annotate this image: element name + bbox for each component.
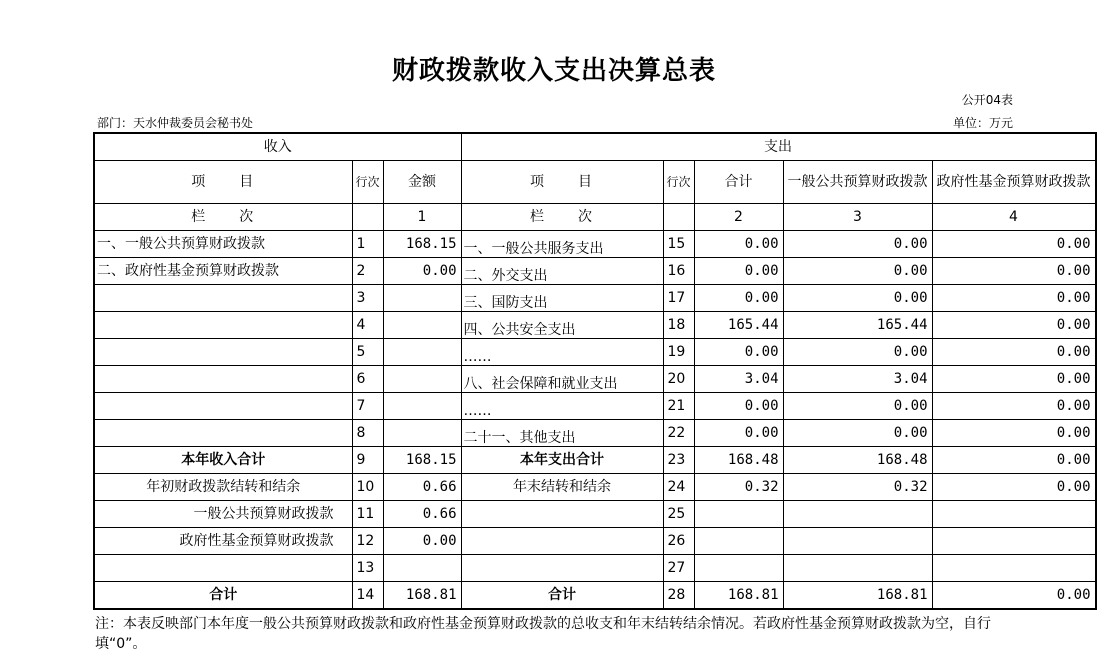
expense-total <box>694 555 783 582</box>
expense-item: 二、外交支出 <box>461 258 663 285</box>
income-item: 政府性基金预算财政拨款 <box>94 528 352 555</box>
gov-fund-amount: 0.00 <box>932 447 1096 474</box>
expense-total: 0.00 <box>694 339 783 366</box>
table-row <box>94 582 1096 610</box>
income-item: 一、一般公共预算财政拨款 <box>94 231 352 258</box>
income-amount <box>383 393 461 420</box>
income-item: 合计 <box>94 582 352 610</box>
table-row <box>94 555 1096 582</box>
expense-header: 支出 <box>461 133 1096 161</box>
general-budget-amount: 0.32 <box>783 474 932 501</box>
income-amount <box>383 555 461 582</box>
income-amount: 0.66 <box>383 501 461 528</box>
table-row <box>94 339 1096 366</box>
income-amount: 168.81 <box>383 582 461 610</box>
general-budget-amount: 0.00 <box>783 285 932 312</box>
gov-fund-amount: 0.00 <box>932 231 1096 258</box>
gov-fund-amount: 0.00 <box>932 420 1096 447</box>
table-row <box>94 474 1096 501</box>
expense-item: 本年支出合计 <box>461 447 663 474</box>
income-line-no: 1 <box>352 231 383 258</box>
expense-item-header: 项 目 <box>461 161 663 204</box>
gov-fund-amount: 0.00 <box>932 393 1096 420</box>
general-budget-amount: 0.00 <box>783 420 932 447</box>
income-amount: 168.15 <box>383 231 461 258</box>
expense-total <box>694 501 783 528</box>
income-header: 收入 <box>94 133 461 161</box>
expense-line-no: 21 <box>663 393 694 420</box>
income-item <box>94 366 352 393</box>
expense-item: …… <box>461 393 663 420</box>
table-row <box>94 285 1096 312</box>
income-item: 年初财政拨款结转和结余 <box>94 474 352 501</box>
expense-total: 0.00 <box>694 231 783 258</box>
gov-fund-amount: 0.00 <box>932 339 1096 366</box>
column-4: 4 <box>932 204 1096 231</box>
income-amount <box>383 366 461 393</box>
income-item <box>94 339 352 366</box>
expense-item: 三、国防支出 <box>461 285 663 312</box>
unit-label: 单位：万元 <box>952 116 1013 130</box>
table-row <box>94 231 1096 258</box>
income-line-no: 10 <box>352 474 383 501</box>
expense-line-no: 19 <box>663 339 694 366</box>
gov-fund-amount <box>932 528 1096 555</box>
income-amount <box>383 312 461 339</box>
expense-line-no: 18 <box>663 312 694 339</box>
general-budget-amount: 0.00 <box>783 339 932 366</box>
income-line-no: 11 <box>352 501 383 528</box>
column-3: 3 <box>783 204 932 231</box>
gov-fund-amount: 0.00 <box>932 366 1096 393</box>
report-title: 财政拨款收入支出决算总表 <box>391 56 716 86</box>
income-line-no: 3 <box>352 285 383 312</box>
gov-fund-amount: 0.00 <box>932 285 1096 312</box>
gov-fund-amount: 0.00 <box>932 582 1096 610</box>
income-item-header: 项 目 <box>94 161 352 204</box>
table-row <box>94 366 1096 393</box>
expense-total: 0.00 <box>694 285 783 312</box>
expense-total: 0.00 <box>694 420 783 447</box>
general-budget-amount: 0.00 <box>783 231 932 258</box>
general-budget-amount: 168.48 <box>783 447 932 474</box>
table-row <box>94 447 1096 474</box>
income-item <box>94 555 352 582</box>
expense-total: 0.32 <box>694 474 783 501</box>
income-line-no: 14 <box>352 582 383 610</box>
table-row <box>94 420 1096 447</box>
column-1: 1 <box>383 204 461 231</box>
income-line-no: 9 <box>352 447 383 474</box>
footnote: 注：本表反映部门本年度一般公共预算财政拨款和政府性基金预算财政拨款的总收支和年末结转结余情况。若政府性基金预算财政拨款为空，自行填“0”。 <box>95 616 991 652</box>
general-budget-amount: 0.00 <box>783 258 932 285</box>
expense-total-header: 合计 <box>694 161 783 204</box>
form-code: 公开04表 <box>961 93 1013 107</box>
income-amount <box>383 420 461 447</box>
expense-item: …… <box>461 339 663 366</box>
general-budget-amount: 3.04 <box>783 366 932 393</box>
general-budget-header: 一般公共预算财政拨款 <box>783 161 932 204</box>
expense-line-no: 27 <box>663 555 694 582</box>
gov-fund-amount: 0.00 <box>932 258 1096 285</box>
general-budget-amount <box>783 555 932 582</box>
income-item: 本年收入合计 <box>94 447 352 474</box>
expense-line-no: 23 <box>663 447 694 474</box>
income-item <box>94 312 352 339</box>
gov-fund-amount: 0.00 <box>932 474 1096 501</box>
table-row <box>94 501 1096 528</box>
expense-total: 168.48 <box>694 447 783 474</box>
income-line-no: 4 <box>352 312 383 339</box>
income-line-no: 8 <box>352 420 383 447</box>
expense-item: 八、社会保障和就业支出 <box>461 366 663 393</box>
expense-column-label: 栏 次 <box>461 204 663 231</box>
income-line-no: 13 <box>352 555 383 582</box>
expense-line-no: 17 <box>663 285 694 312</box>
income-item: 一般公共预算财政拨款 <box>94 501 352 528</box>
expense-total <box>694 528 783 555</box>
income-item: 二、政府性基金预算财政拨款 <box>94 258 352 285</box>
gov-fund-header: 政府性基金预算财政拨款 <box>932 161 1096 204</box>
income-amount: 0.66 <box>383 474 461 501</box>
budget-table <box>93 132 1097 610</box>
income-amount <box>383 285 461 312</box>
table-row <box>94 312 1096 339</box>
expense-total: 165.44 <box>694 312 783 339</box>
expense-item: 年末结转和结余 <box>461 474 663 501</box>
income-column-line <box>352 204 383 231</box>
expense-item: 一、一般公共服务支出 <box>461 231 663 258</box>
expense-line-no: 24 <box>663 474 694 501</box>
expense-line-header: 行次 <box>663 161 694 204</box>
income-amount: 0.00 <box>383 258 461 285</box>
expense-total: 168.81 <box>694 582 783 610</box>
general-budget-amount <box>783 501 932 528</box>
income-amount: 0.00 <box>383 528 461 555</box>
column-2: 2 <box>694 204 783 231</box>
income-line-no: 5 <box>352 339 383 366</box>
income-line-no: 7 <box>352 393 383 420</box>
expense-line-no: 26 <box>663 528 694 555</box>
gov-fund-amount <box>932 501 1096 528</box>
general-budget-amount: 168.81 <box>783 582 932 610</box>
department-label: 部门：天水仲裁委员会秘书处 <box>97 116 254 130</box>
expense-item <box>461 555 663 582</box>
table-row <box>94 258 1096 285</box>
income-amount <box>383 339 461 366</box>
income-column-label: 栏 次 <box>94 204 352 231</box>
general-budget-amount <box>783 528 932 555</box>
income-line-no: 6 <box>352 366 383 393</box>
general-budget-amount: 165.44 <box>783 312 932 339</box>
table-row <box>94 528 1096 555</box>
expense-column-line <box>663 204 694 231</box>
expense-item <box>461 501 663 528</box>
expense-total: 0.00 <box>694 393 783 420</box>
gov-fund-amount <box>932 555 1096 582</box>
expense-line-no: 15 <box>663 231 694 258</box>
income-amount-header: 金额 <box>383 161 461 204</box>
income-item <box>94 420 352 447</box>
expense-line-no: 25 <box>663 501 694 528</box>
general-budget-amount: 0.00 <box>783 393 932 420</box>
income-amount: 168.15 <box>383 447 461 474</box>
expense-item <box>461 528 663 555</box>
expense-total: 3.04 <box>694 366 783 393</box>
gov-fund-amount: 0.00 <box>932 312 1096 339</box>
income-item <box>94 285 352 312</box>
expense-item: 二十一、其他支出 <box>461 420 663 447</box>
expense-item: 合计 <box>461 582 663 610</box>
expense-line-no: 16 <box>663 258 694 285</box>
expense-item: 四、公共安全支出 <box>461 312 663 339</box>
expense-line-no: 28 <box>663 582 694 610</box>
expense-line-no: 20 <box>663 366 694 393</box>
expense-line-no: 22 <box>663 420 694 447</box>
table-row <box>94 393 1096 420</box>
income-line-no: 2 <box>352 258 383 285</box>
income-line-header: 行次 <box>352 161 383 204</box>
income-item <box>94 393 352 420</box>
expense-total: 0.00 <box>694 258 783 285</box>
income-line-no: 12 <box>352 528 383 555</box>
